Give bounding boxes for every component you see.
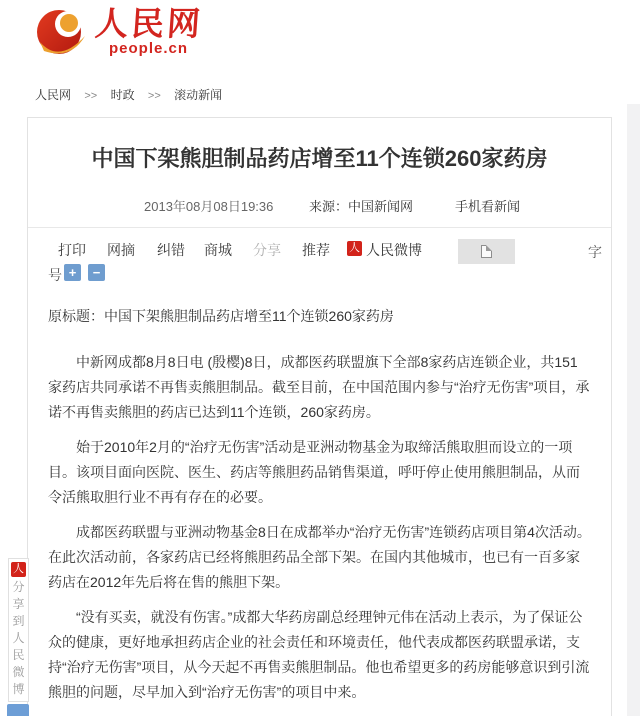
image-placeholder[interactable] bbox=[458, 239, 515, 264]
paragraph: “没有买卖，就没有伤害。”成都大华药房副总经理钟元伟在活动上表示，为了保证公众的健康，更好地承担药店企业的社会责任和环境责任，他代表成都医药联盟承诺，支持“治疗无伤害”项目，从今天起不再售卖熊胆制品。他也希望更多的药房能够意识到引流熊胆的问题，尽早加入到“治疗无伤害”的项目中来。 bbox=[48, 609, 590, 700]
share-sidebar[interactable] bbox=[8, 558, 29, 702]
breadcrumb bbox=[35, 86, 232, 103]
article-body bbox=[28, 304, 611, 715]
people-weibo-link[interactable]: 人民微博 bbox=[366, 242, 422, 258]
people-weibo-mini-icon: 人 bbox=[13, 563, 24, 575]
breadcrumb-separator: >> bbox=[147, 90, 161, 102]
original-title: 原标题：中国下架熊胆制品药店增至11个连锁260家药房 bbox=[48, 308, 394, 324]
source bbox=[309, 196, 413, 215]
source-link[interactable]: 中国新闻网 bbox=[348, 199, 414, 214]
paragraph: 始于2010年2月的“治疗无伤害”活动是亚洲动物基金为取缔活熊取胆而设立的一项目。该项目面向医院、医生、药店等熊胆药品销售渠道，呼吁停止使用熊胆制品，从而令活熊取胆行业不再有存在的必要。 bbox=[48, 439, 580, 505]
logo-cn-text: 人民网 bbox=[93, 5, 205, 42]
broken-image-icon bbox=[481, 245, 492, 258]
font-decrease-button[interactable]: − bbox=[88, 264, 105, 281]
article-container bbox=[27, 117, 612, 716]
source-label: 来源： bbox=[309, 199, 349, 214]
mall-button[interactable]: 商城 bbox=[204, 242, 232, 258]
site-header bbox=[35, 6, 203, 67]
breadcrumb-rolling-news[interactable]: 滚动新闻 bbox=[174, 88, 223, 102]
publish-date: 2013年08月08日19:36 bbox=[144, 199, 274, 214]
font-size-label-part2: 号 bbox=[48, 267, 62, 283]
site-logo[interactable] bbox=[95, 6, 203, 57]
paragraph: 成都医药联盟与亚洲动物基金8日在成都举办“治疗无伤害”连锁药店项目第4次活动。在此次活动前，各家药店已经将熊胆药品全部下架。在国内其他城市，也已有一百多家药店在2012年先后将在售的熊胆下架。 bbox=[48, 524, 591, 590]
font-size-label-part1: 字 bbox=[588, 244, 602, 260]
article-title: 中国下架熊胆制品药店增至11个连锁260家药房 bbox=[91, 146, 548, 171]
paragraph: 中新网成都8月8日电 (殷樱)8日，成都医药联盟旗下全部8家药店连锁企业，共151家药店共同承诺不再售卖熊胆制品。截至目前，在中国范围内参与“治疗无伤害”项目，承诺不再售卖熊胆的药店已达到11个连锁，260家药房。 bbox=[48, 354, 590, 420]
breadcrumb-separator: >> bbox=[84, 90, 98, 102]
share-sidebar-label: 分享到人民微博 bbox=[12, 580, 25, 696]
font-increase-button[interactable]: + bbox=[64, 264, 81, 281]
webclip-button[interactable]: 网摘 bbox=[107, 242, 135, 258]
share-button[interactable]: 分享 bbox=[253, 242, 281, 258]
mobile-news-link[interactable]: 手机看新闻 bbox=[455, 199, 521, 214]
print-button[interactable]: 打印 bbox=[58, 242, 86, 258]
article-meta bbox=[28, 196, 611, 214]
breadcrumb-politics[interactable]: 时政 bbox=[110, 88, 135, 102]
scrollbar-track[interactable] bbox=[627, 104, 640, 716]
share-more-button[interactable] bbox=[7, 704, 29, 716]
recommend-button[interactable]: 推荐 bbox=[302, 242, 330, 258]
logo-en-text: people.cn bbox=[109, 40, 189, 57]
breadcrumb-home[interactable]: 人民网 bbox=[35, 88, 72, 102]
people-logo-icon[interactable] bbox=[35, 6, 89, 67]
people-weibo-icon: 人 bbox=[349, 242, 360, 254]
divider bbox=[28, 227, 611, 228]
correction-button[interactable]: 纠错 bbox=[157, 242, 185, 258]
